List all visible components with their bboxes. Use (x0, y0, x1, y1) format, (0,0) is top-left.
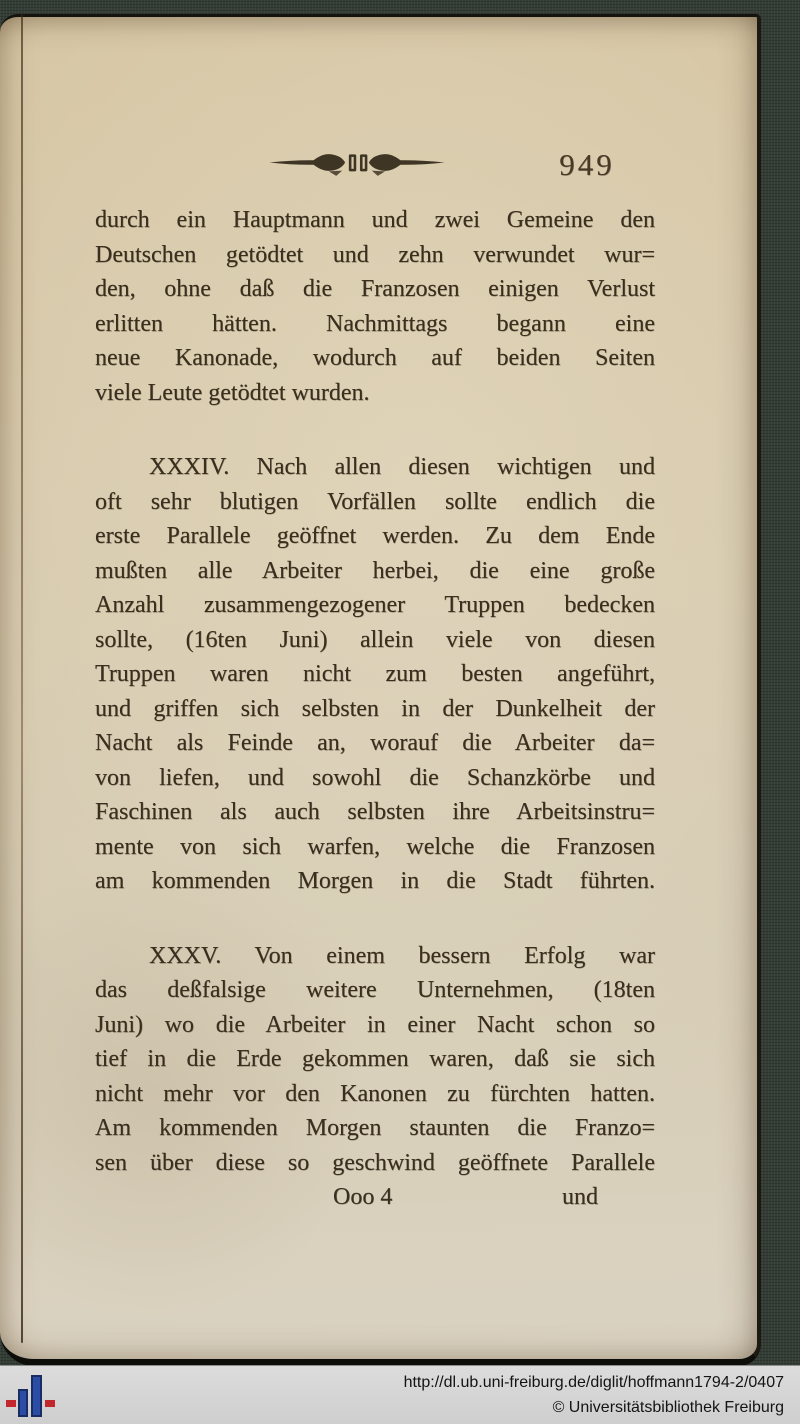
source-url: http://dl.ub.uni-freiburg.de/diglit/hoffmann1794-2/0407 (403, 1374, 784, 1391)
page-text (95, 203, 655, 1180)
text-line: mente von sich warfen, welche die Franzosen (95, 833, 655, 860)
text-line: XXXV. Von einem bessern Erfolg war (149, 942, 655, 969)
text-line: erste Parallele geöffnet werden. Zu dem Ende (95, 523, 655, 549)
paragraph (95, 203, 655, 410)
ub-freiburg-logo-icon (6, 1375, 56, 1419)
signature-row (95, 1180, 655, 1215)
text-line: sen über diese so geschwind geöffnete Parallele (95, 1149, 655, 1176)
logo-blue-bar-short (18, 1389, 28, 1417)
header-ornament-icon (268, 149, 446, 179)
signature-mark: Ooo 4 (333, 1184, 393, 1210)
text-line: nicht mehr vor den Kanonen zu fürchten hatten. (95, 1080, 655, 1107)
paragraph (95, 939, 655, 1181)
paragraph (95, 450, 655, 899)
text-line: mußten alle Arbeiter herbei, die eine große (95, 557, 655, 584)
footer-bar (0, 1365, 800, 1424)
text-line: Deutschen getödtet und zehn verwundet wur= (95, 241, 655, 268)
book-page (0, 14, 761, 1366)
text-line: Faschinen als auch selbsten ihre Arbeitsinstru= (95, 799, 655, 825)
text-line: Am kommenden Morgen staunten die Franzo= (95, 1115, 655, 1141)
text-line: das deßfalsige weitere Unternehmen, (18ten (95, 977, 655, 1003)
page-number: 949 (559, 147, 615, 182)
text-line: XXXIV. Nach allen diesen wichtigen und (149, 454, 655, 480)
text-line: und griffen sich selbsten in der Dunkelheit der (95, 695, 655, 722)
text-line: Anzahl zusammengezogener Truppen bedecken (95, 592, 655, 618)
logo-blue-bar-tall (31, 1375, 42, 1417)
copyright-notice: © Universitätsbibliothek Freiburg (552, 1399, 784, 1416)
text-line: neue Kanonade, wodurch auf beiden Seiten (95, 345, 655, 371)
text-line: Juni) wo die Arbeiter in einer Nacht schon so (95, 1011, 655, 1038)
text-line: viele Leute getödtet wurden. (95, 379, 370, 406)
text-line: Nacht als Feinde an, worauf die Arbeiter da= (95, 730, 655, 756)
scan-credits (404, 1372, 784, 1419)
text-line: erlitten hätten. Nachmittags begann eine (95, 310, 655, 337)
text-line: tief in die Erde gekommen waren, daß sie sich (95, 1046, 655, 1072)
text-line: Truppen waren nicht zum besten angeführt, (95, 661, 655, 687)
text-line: durch ein Hauptmann und zwei Gemeine den (95, 207, 655, 233)
text-line: sollte, (16ten Juni) allein viele von diesen (95, 626, 655, 653)
gutter-crease (21, 13, 23, 1343)
logo-red-dash-right (45, 1400, 55, 1407)
text-line: von liefen, und sowohl die Schanzkörbe und (95, 764, 655, 791)
text-line: den, ohne daß die Franzosen einigen Verlust (95, 276, 655, 302)
text-line: am kommenden Morgen in die Stadt führten. (95, 868, 655, 894)
catchword: und (562, 1184, 598, 1210)
logo-red-dash-left (6, 1400, 16, 1407)
text-line: oft sehr blutigen Vorfällen sollte endlich die (95, 488, 655, 515)
